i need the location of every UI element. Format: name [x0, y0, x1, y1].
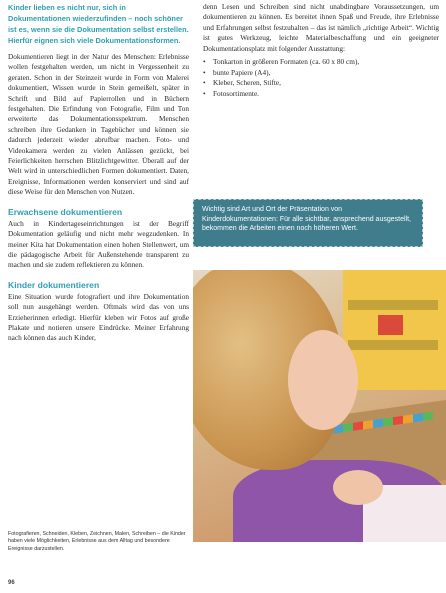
- left-column: [8, 2, 189, 344]
- photo-caption: Fotografieren, Schneiden, Kleben, Zeichnen, Malen, Schreiben – die Kinder haben viele Möglichkeiten, Erlebnisse aus dem Alltag und besondere Ereignisse darzustellen.: [8, 531, 186, 552]
- right-column: [203, 2, 439, 99]
- list-item: • Fotosortimente.: [203, 89, 439, 100]
- heading-erwachsene: Erwachsene dokumentieren: [8, 206, 123, 217]
- body-paragraph-4: denn Lesen und Schreiben sind nicht unabdingbare Voraussetzungen, um dokumentieren zu können. Es bereitet ihnen Spaß und Freude, ihre Erlebnisse und Erfahrungen selbst festzuhalten – das ist nämlich „richtige Arbeit“. Wichtig ist gutes Werkzeug, leichte Materialbeschaffung und ein geeigneter Dokumentationsplatz mit folgender Ausstattung:: [203, 2, 439, 53]
- equipment-list: [203, 57, 439, 99]
- intro-text: Kinder lieben es nicht nur, sich in Dokumentationen wiederzufinden – noch schöner ist es, wenn sie die Dokumentation selbst erstellen. Hierfür eignen sich viele Dokumentationsformen.: [8, 3, 189, 45]
- body-paragraph-1: Dokumentieren liegt in der Natur des Menschen: Erlebnisse wollen festgehalten werden, um nicht in Vergessenheit zu geraten. Schon in der Steinzeit wurde in Form von Malerei dokumentiert, Wissen wurde in Stein gemeißelt, später in Schrift und Bild auf Papierrollen und in Büchern festgehalten. Die Erfindung von Fotografie, Film und Ton erweiterte das Dokumentationsspektrum. Menschen schreiben ihre Gedanken in Tagebücher und können sie dadurch jederzeit wieder abrufbar machen. Foto- und Videokamera werden zu vielen Anlässen gezückt, bei Feierlichkeiten herrschen Blitzlichtgewitter. Überall auf der Welt wird in unterschiedlichen Formen dokumentiert. Daten, Ereignisse, Informationen werden konserviert und sind auf diese Weise für den Menschen von Nutzen.: [8, 52, 189, 197]
- page-number: 96: [8, 580, 15, 586]
- list-item: • bunte Papiere (A4),: [203, 68, 439, 79]
- callout-box: Wichtig sind Art und Ort der Präsentation von Kinderdokumentationen: Für alle sichtbar, ansprechend ausgestellt, bekommen die Arbeiten einen noch höheren Wert.: [193, 199, 423, 247]
- photo-child-crafting: [193, 270, 446, 542]
- list-item: • Tonkarton in größeren Formaten (ca. 60 x 80 cm),: [203, 57, 439, 68]
- list-item: • Kleber, Scheren, Stifte,: [203, 78, 439, 89]
- body-paragraph-3: Eine Situation wurde fotografiert und ihre Dokumentation soll nun ausgehängt werden. Oftmals wird das von uns Erzieherinnen erledigt. Hierfür kleben wir Fotos auf große Plakate und notieren unsere Eindrücke. Meiner Erfahrung nach können das auch Kinder,: [8, 291, 189, 343]
- body-paragraph-2: Auch in Kindertageseinrichtungen ist der Begriff Dokumentation geläufig und nicht mehr wegzudenken. In meiner Kita hat Dokumentation einen hohen Stellenwert, um die pädagogische Arbeit für Außenstehende transparent zu machen und sie zudem reflektieren zu können.: [8, 218, 189, 270]
- heading-kinder: Kinder dokumentieren: [8, 279, 100, 290]
